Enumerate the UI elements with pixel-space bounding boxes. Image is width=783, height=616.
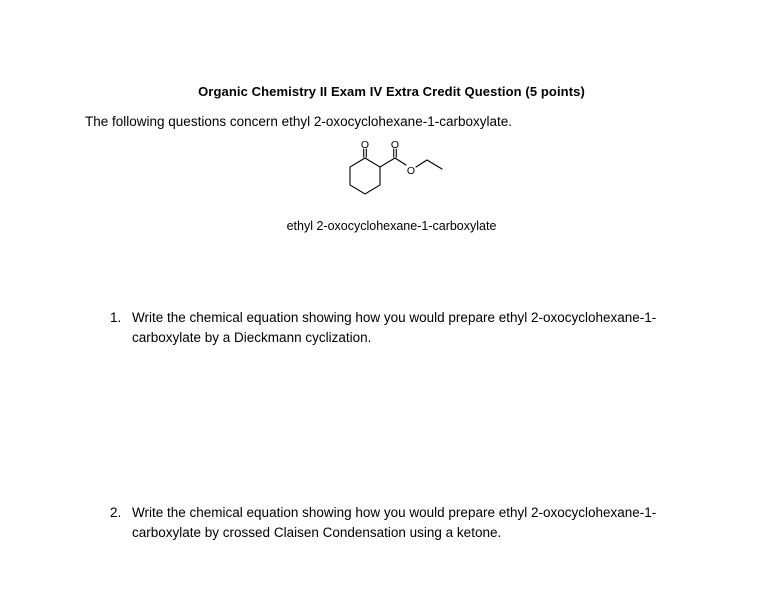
ketone-oxygen-label: O bbox=[360, 140, 370, 151]
carbonyl-oxygen-label: O bbox=[390, 140, 400, 151]
structure-caption: ethyl 2-oxocyclohexane-1-carboxylate bbox=[286, 219, 497, 233]
chemical-structure bbox=[330, 140, 470, 215]
question-1 bbox=[110, 308, 700, 348]
page-title: Organic Chemistry II Exam IV Extra Credit Question (5 points) bbox=[198, 84, 585, 99]
ethyl-bond bbox=[416, 160, 427, 167]
question-number: 1. bbox=[110, 310, 122, 325]
question-text: Write the chemical equation showing how you would prepare ethyl 2-oxocyclohexane-1-carboxylate by crossed Claisen Condensation using a ketone. bbox=[132, 505, 657, 540]
question-2 bbox=[110, 503, 700, 543]
intro-text: The following questions concern ethyl 2-oxocyclohexane-1-carboxylate. bbox=[85, 114, 512, 129]
question-number: 2. bbox=[110, 505, 122, 520]
ethyl-bond bbox=[427, 160, 442, 169]
ring-bond bbox=[350, 158, 380, 194]
ester-bond bbox=[380, 158, 395, 167]
ester-oxygen-label: O bbox=[406, 165, 416, 177]
ester-oxygen-bond bbox=[395, 158, 406, 165]
question-text: Write the chemical equation showing how you would prepare ethyl 2-oxocyclohexane-1-carboxylate by a Dieckmann cyclization. bbox=[132, 310, 657, 345]
